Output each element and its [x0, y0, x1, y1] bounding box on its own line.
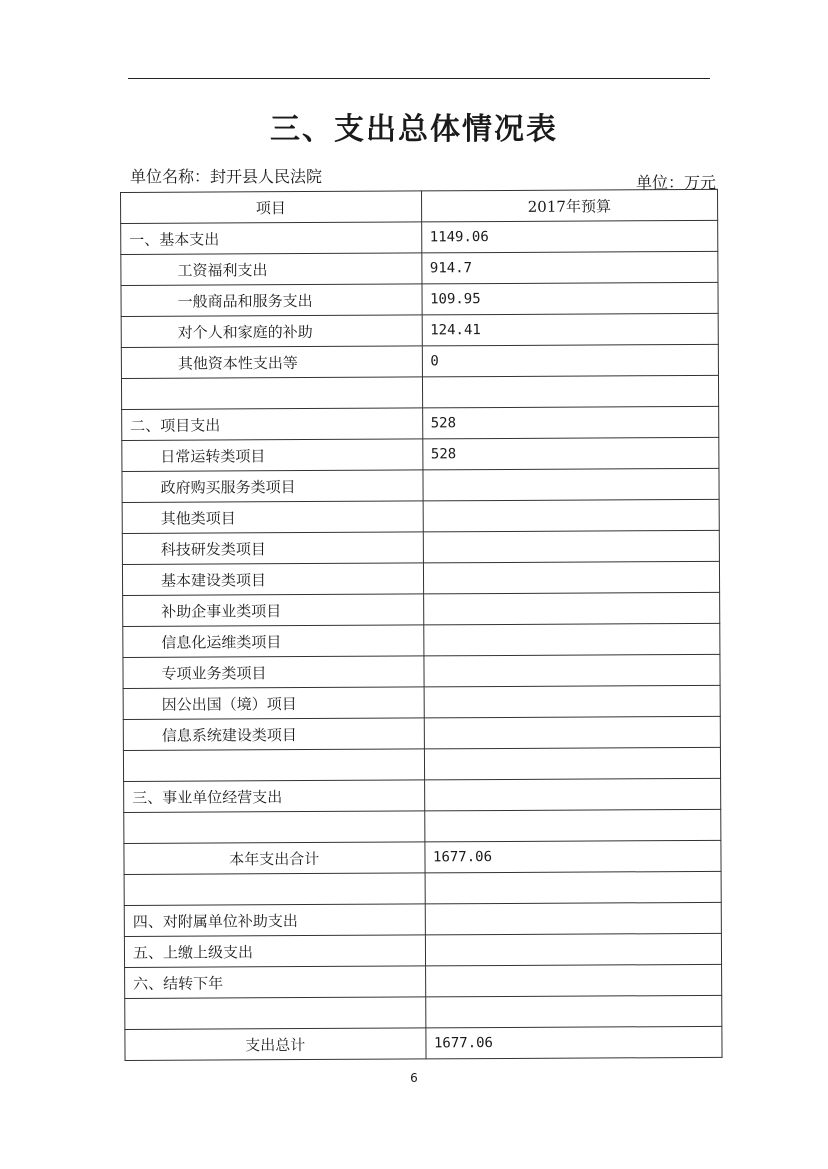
row-item-cell: 日常运转类项目 [122, 439, 423, 472]
table-row [124, 809, 721, 843]
table-row [124, 933, 721, 967]
row-item-cell: 补助企事业类项目 [123, 594, 424, 627]
table-row [122, 499, 719, 533]
row-value-cell: 124.41 [422, 313, 719, 346]
row-item-cell: 工资福利支出 [121, 253, 422, 286]
row-item-cell [124, 811, 425, 844]
row-value-cell: 109.95 [421, 282, 718, 315]
row-value-cell: 528 [422, 437, 719, 470]
table-row [122, 437, 719, 471]
table-row [123, 592, 720, 626]
row-item-cell: 三、事业单位经营支出 [124, 780, 425, 813]
row-item-cell: 四、对附属单位补助支出 [124, 904, 425, 937]
table-row [121, 375, 718, 409]
row-value-cell [424, 809, 721, 842]
table-row [123, 747, 720, 781]
row-item-cell [123, 749, 424, 782]
row-item-cell: 政府购买服务类项目 [122, 470, 423, 503]
table-row [123, 654, 720, 688]
row-value-cell: 0 [422, 344, 719, 377]
table-row [123, 716, 720, 750]
row-item-cell: 其他类项目 [122, 501, 423, 534]
table-row [124, 902, 721, 936]
row-value-cell: 1677.06 [425, 1026, 722, 1059]
row-value-cell [424, 747, 721, 780]
row-item-cell: 五、上缴上级支出 [124, 935, 425, 968]
table-row [122, 468, 719, 502]
table-row [122, 530, 719, 564]
row-item-cell: 信息系统建设类项目 [123, 718, 424, 751]
row-item-cell: 一般商品和服务支出 [121, 284, 422, 317]
row-item-cell [124, 873, 425, 906]
row-value-cell: 914.7 [421, 251, 718, 284]
table-header-row [121, 189, 718, 223]
table-row [124, 778, 721, 812]
page-title: 三、支出总体情况表 [270, 112, 558, 147]
page-number: 6 [410, 1071, 418, 1085]
table-row [125, 995, 722, 1029]
row-item-cell: 本年支出合计 [124, 842, 425, 875]
row-value-cell [424, 716, 721, 749]
row-value-cell [423, 623, 720, 656]
row-value-cell [424, 685, 721, 718]
row-value-cell: 528 [422, 406, 719, 439]
table-row [121, 251, 718, 285]
header-value: 2017年预算 [421, 189, 718, 222]
table-row [124, 871, 721, 905]
row-value-cell [425, 871, 722, 904]
row-value-cell: 1149.06 [421, 220, 718, 253]
table-row [121, 282, 718, 316]
table-row [125, 964, 722, 998]
row-item-cell: 支出总计 [125, 1028, 426, 1061]
row-value-cell: 1677.06 [424, 840, 721, 873]
table-row [123, 685, 720, 719]
row-item-cell: 因公出国（境）项目 [123, 687, 424, 720]
row-item-cell: 基本建设类项目 [122, 563, 423, 596]
row-value-cell [422, 468, 719, 501]
table-row [123, 623, 720, 657]
row-value-cell [423, 592, 720, 625]
row-item-cell [125, 997, 426, 1030]
row-value-cell [425, 902, 722, 935]
table-row [121, 220, 718, 254]
row-item-cell: 其他资本性支出等 [121, 346, 422, 379]
table-row [121, 344, 718, 378]
row-item-cell: 信息化运维类项目 [123, 625, 424, 658]
table-row [124, 840, 721, 874]
row-item-cell [121, 377, 422, 410]
row-item-cell: 一、基本支出 [121, 222, 422, 255]
table-row [125, 1026, 722, 1060]
header-item: 项目 [121, 191, 422, 224]
row-value-cell [424, 778, 721, 811]
table-row [121, 313, 718, 347]
unit-name: 单位名称：封开县人民法院 [130, 167, 323, 186]
table-row [122, 406, 719, 440]
row-item-cell: 对个人和家庭的补助 [121, 315, 422, 348]
row-item-cell: 六、结转下年 [125, 966, 426, 999]
header-rule [128, 78, 710, 79]
row-value-cell [425, 933, 722, 966]
row-value-cell [423, 499, 720, 532]
row-value-cell [423, 654, 720, 687]
unit-label: 单位：万元 [635, 173, 716, 192]
row-value-cell [423, 561, 720, 594]
row-item-cell: 二、项目支出 [122, 408, 423, 441]
row-value-cell [423, 530, 720, 563]
row-value-cell [425, 995, 722, 1028]
expenditure-table [120, 189, 723, 1061]
table-row [122, 561, 719, 595]
row-value-cell [422, 375, 719, 408]
row-item-cell: 专项业务类项目 [123, 656, 424, 689]
row-value-cell [425, 964, 722, 997]
row-item-cell: 科技研发类项目 [122, 532, 423, 565]
